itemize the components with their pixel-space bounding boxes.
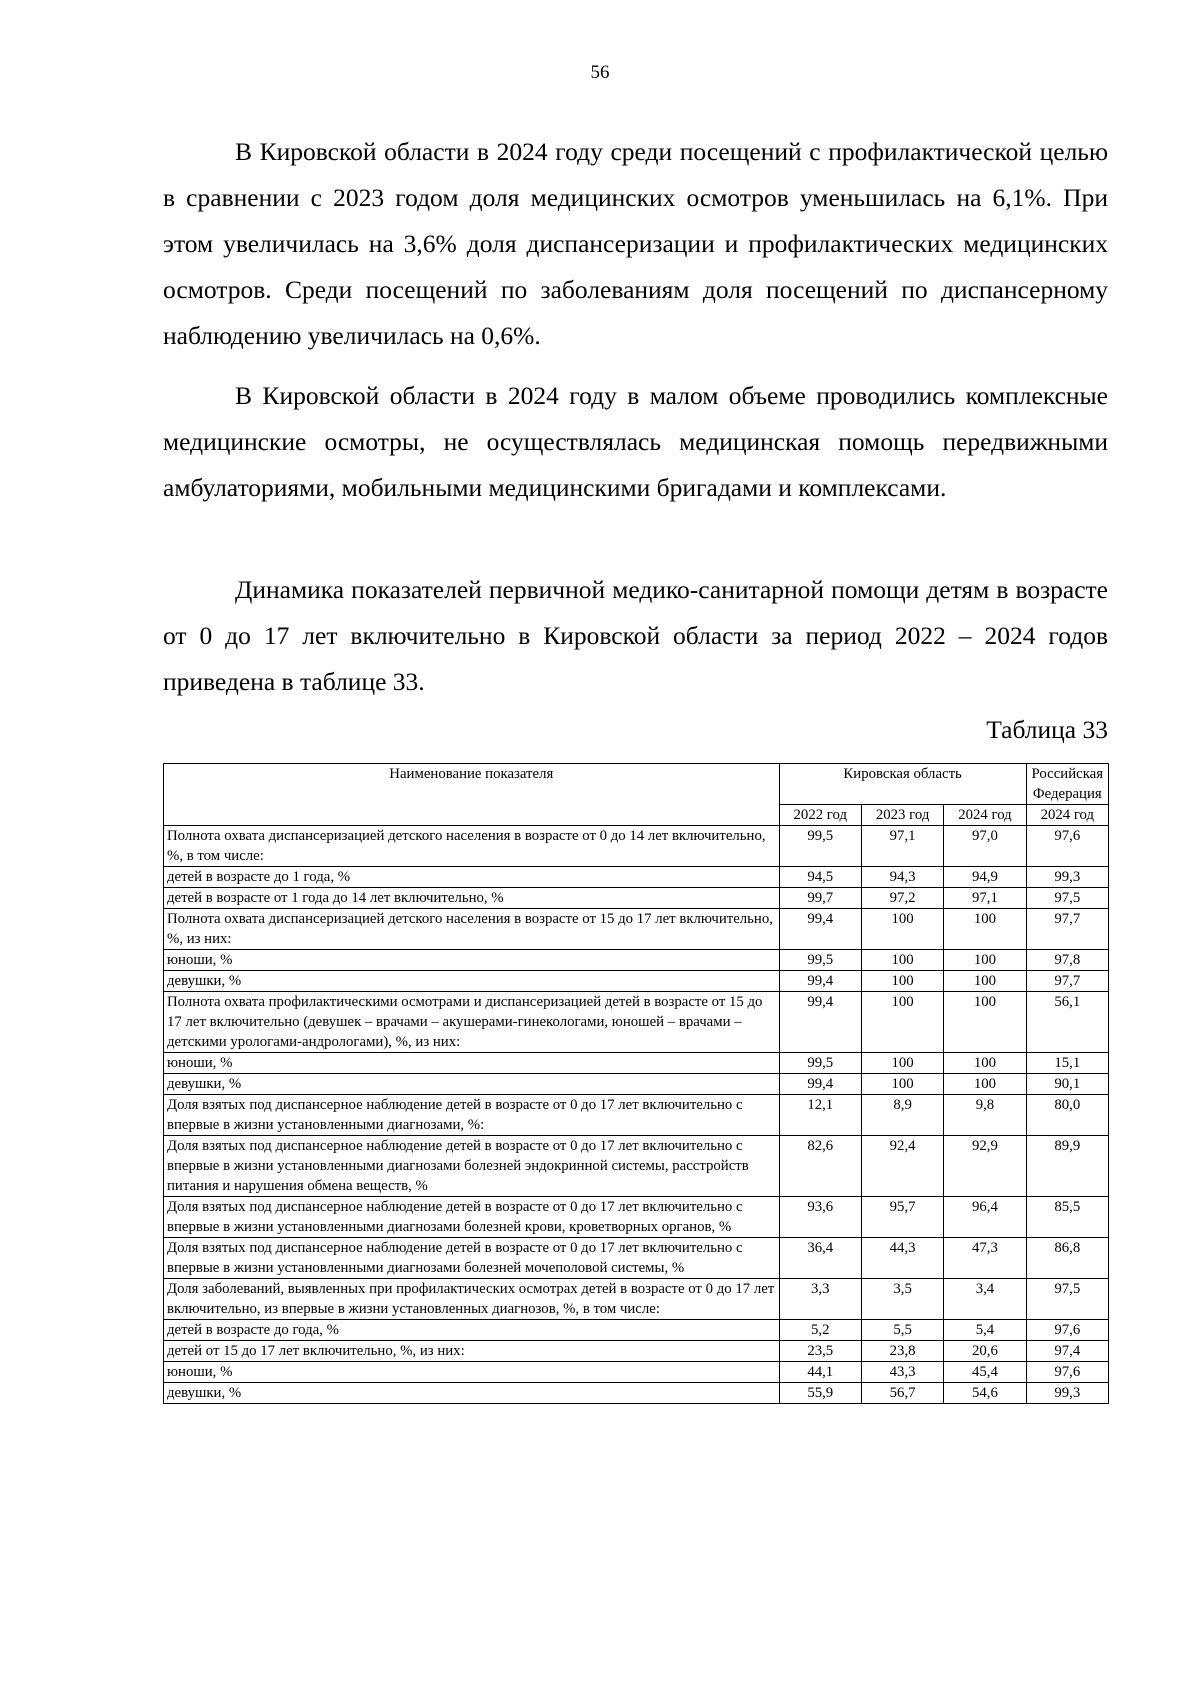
table-row — [164, 1238, 1109, 1279]
indicator-name: Доля взятых под диспансерное наблюдение детей в возрасте от 0 до 17 лет включительно с впервые в жизни установленными диагнозами болезней крови, кроветворных органов, % — [164, 1197, 780, 1238]
indicator-value: 3,3 — [779, 1279, 861, 1320]
page-number: 56 — [590, 62, 610, 83]
indicator-value: 94,9 — [944, 867, 1026, 888]
indicator-value: 97,0 — [944, 826, 1026, 867]
table-row — [164, 888, 1109, 909]
table-row — [164, 1383, 1109, 1404]
indicator-value: 95,7 — [861, 1197, 943, 1238]
indicator-value: 97,8 — [1026, 950, 1108, 971]
indicator-value: 99,5 — [779, 950, 861, 971]
indicator-name: Доля взятых под диспансерное наблюдение детей в возрасте от 0 до 17 лет включительно с впервые в жизни установленными диагнозами болезней мочеполовой системы, % — [164, 1238, 780, 1279]
indicator-name: детей в возрасте от 1 года до 14 лет включительно, % — [164, 888, 780, 909]
indicator-value: 20,6 — [944, 1341, 1026, 1362]
indicator-name: Полнота охвата диспансеризацией детского населения в возрасте от 0 до 14 лет включительно, %, в том числе: — [164, 826, 780, 867]
header-indicator-name: Наименование показателя — [164, 764, 780, 826]
indicator-name: девушки, % — [164, 1074, 780, 1095]
indicator-value: 12,1 — [779, 1095, 861, 1136]
paragraph-1 — [163, 129, 1108, 359]
table-row — [164, 867, 1109, 888]
indicator-value: 36,4 — [779, 1238, 861, 1279]
indicator-value: 54,6 — [944, 1383, 1026, 1404]
indicator-value: 96,4 — [944, 1197, 1026, 1238]
header-region: Кировская область — [779, 764, 1026, 805]
indicator-value: 100 — [944, 971, 1026, 992]
indicator-value: 100 — [944, 1053, 1026, 1074]
indicator-name: детей в возрасте до 1 года, % — [164, 867, 780, 888]
indicator-value: 89,9 — [1026, 1136, 1108, 1197]
indicator-value: 92,4 — [861, 1136, 943, 1197]
indicator-value: 97,1 — [861, 826, 943, 867]
header-year-2024: 2024 год — [944, 805, 1026, 826]
indicator-name: девушки, % — [164, 1383, 780, 1404]
indicator-value: 100 — [861, 971, 943, 992]
indicator-value: 5,5 — [861, 1320, 943, 1341]
indicator-value: 100 — [944, 1074, 1026, 1095]
indicator-name: детей от 15 до 17 лет включительно, %, из них: — [164, 1341, 780, 1362]
table-row — [164, 1320, 1109, 1341]
indicator-value: 55,9 — [779, 1383, 861, 1404]
table-row — [164, 950, 1109, 971]
indicator-value: 100 — [861, 992, 943, 1053]
indicator-value: 90,1 — [1026, 1074, 1108, 1095]
indicator-value: 9,8 — [944, 1095, 1026, 1136]
header-rf-year-2024: 2024 год — [1026, 805, 1108, 826]
indicator-value: 8,9 — [861, 1095, 943, 1136]
indicator-value: 97,2 — [861, 888, 943, 909]
table-caption: Таблица 33 — [986, 715, 1108, 744]
table-row — [164, 1136, 1109, 1197]
paragraph-3 — [163, 567, 1108, 705]
indicator-value: 44,1 — [779, 1362, 861, 1383]
paragraph-text: В Кировской области в 2024 году среди посещений с профилактической целью в сравнении с 2023 годом доля медицинских осмотров уменьшилась на 6,1%. При этом увеличилась на 3,6% доля диспансеризации и профилактических медицинских осмотров. Среди посещений по заболеваниям доля посещений по диспансерному наблюдению увеличилась на 0,6%. — [163, 137, 1108, 350]
indicator-value: 97,4 — [1026, 1341, 1108, 1362]
indicator-name: юноши, % — [164, 1053, 780, 1074]
indicator-value: 99,5 — [779, 1053, 861, 1074]
indicator-value: 100 — [861, 1053, 943, 1074]
table-row — [164, 1341, 1109, 1362]
table-row — [164, 1362, 1109, 1383]
indicator-value: 3,4 — [944, 1279, 1026, 1320]
indicator-value: 97,6 — [1026, 826, 1108, 867]
indicator-value: 23,8 — [861, 1341, 943, 1362]
indicator-name: девушки, % — [164, 971, 780, 992]
indicator-value: 100 — [861, 1074, 943, 1095]
table-row — [164, 992, 1109, 1053]
indicator-name: Доля взятых под диспансерное наблюдение детей в возрасте от 0 до 17 лет включительно с впервые в жизни установленными диагнозами, %: — [164, 1095, 780, 1136]
header-russian-federation: Российская Федерация — [1026, 764, 1108, 805]
indicator-value: 100 — [861, 909, 943, 950]
indicator-name: Полнота охвата профилактическими осмотрами и диспансеризацией детей в возрасте от 15 до 17 лет включительно (девушек – врачами – акушерами-гинекологами, юношей – врачами – детскими урологами-андрологами), %, из них: — [164, 992, 780, 1053]
indicator-value: 45,4 — [944, 1362, 1026, 1383]
indicator-value: 99,7 — [779, 888, 861, 909]
table-row — [164, 1279, 1109, 1320]
indicator-value: 5,2 — [779, 1320, 861, 1341]
indicator-value: 99,3 — [1026, 867, 1108, 888]
indicator-value: 97,6 — [1026, 1320, 1108, 1341]
indicator-value: 97,6 — [1026, 1362, 1108, 1383]
table-row — [164, 1095, 1109, 1136]
indicator-name: Полнота охвата диспансеризацией детского населения в возрасте от 15 до 17 лет включительно, %, из них: — [164, 909, 780, 950]
indicator-value: 94,3 — [861, 867, 943, 888]
indicator-value: 100 — [944, 909, 1026, 950]
indicator-value: 93,6 — [779, 1197, 861, 1238]
indicator-value: 97,7 — [1026, 909, 1108, 950]
table-row — [164, 971, 1109, 992]
indicator-value: 100 — [944, 992, 1026, 1053]
indicator-value: 99,5 — [779, 826, 861, 867]
indicator-value: 99,4 — [779, 971, 861, 992]
indicator-value: 85,5 — [1026, 1197, 1108, 1238]
indicator-value: 5,4 — [944, 1320, 1026, 1341]
indicator-value: 56,1 — [1026, 992, 1108, 1053]
indicator-value: 94,5 — [779, 867, 861, 888]
paragraph-text: Динамика показателей первичной медико-санитарной помощи детям в возрасте от 0 до 17 лет включительно в Кировской области за период 2022 – 2024 годов приведена в таблице 33. — [163, 575, 1108, 696]
table-row — [164, 1053, 1109, 1074]
indicator-value: 97,1 — [944, 888, 1026, 909]
indicator-name: Доля заболеваний, выявленных при профилактических осмотрах детей в возрасте от 0 до 17 лет включительно, из впервые в жизни установленных диагнозов, %, в том числе: — [164, 1279, 780, 1320]
indicator-value: 23,5 — [779, 1341, 861, 1362]
indicator-value: 99,4 — [779, 992, 861, 1053]
indicator-name: детей в возрасте до года, % — [164, 1320, 780, 1341]
indicator-value: 97,7 — [1026, 971, 1108, 992]
indicator-value: 97,5 — [1026, 888, 1108, 909]
indicator-value: 99,3 — [1026, 1383, 1108, 1404]
indicator-value: 80,0 — [1026, 1095, 1108, 1136]
indicator-value: 100 — [861, 950, 943, 971]
indicator-value: 99,4 — [779, 1074, 861, 1095]
indicator-value: 100 — [944, 950, 1026, 971]
table-row — [164, 1074, 1109, 1095]
indicator-value: 82,6 — [779, 1136, 861, 1197]
indicator-value: 99,4 — [779, 909, 861, 950]
table-row — [164, 909, 1109, 950]
indicator-value: 15,1 — [1026, 1053, 1108, 1074]
indicator-value: 92,9 — [944, 1136, 1026, 1197]
indicators-table — [163, 763, 1109, 1404]
indicator-value: 43,3 — [861, 1362, 943, 1383]
indicator-value: 97,5 — [1026, 1279, 1108, 1320]
header-year-2023: 2023 год — [861, 805, 943, 826]
indicator-value: 56,7 — [861, 1383, 943, 1404]
paragraph-text: В Кировской области в 2024 году в малом объеме проводились комплексные медицинские осмотры, не осуществлялась медицинская помощь передвижными амбулаториями, мобильными медицинскими бригадами и комплексами. — [163, 381, 1108, 502]
paragraph-2 — [163, 373, 1108, 511]
table-row — [164, 1197, 1109, 1238]
indicator-name: юноши, % — [164, 950, 780, 971]
indicator-value: 47,3 — [944, 1238, 1026, 1279]
indicator-name: Доля взятых под диспансерное наблюдение детей в возрасте от 0 до 17 лет включительно с впервые в жизни установленными диагнозами болезней эндокринной системы, расстройств питания и нарушения обмена веществ, % — [164, 1136, 780, 1197]
header-year-2022: 2022 год — [779, 805, 861, 826]
indicator-value: 86,8 — [1026, 1238, 1108, 1279]
indicator-value: 44,3 — [861, 1238, 943, 1279]
indicator-name: юноши, % — [164, 1362, 780, 1383]
indicator-value: 3,5 — [861, 1279, 943, 1320]
table-row — [164, 826, 1109, 867]
